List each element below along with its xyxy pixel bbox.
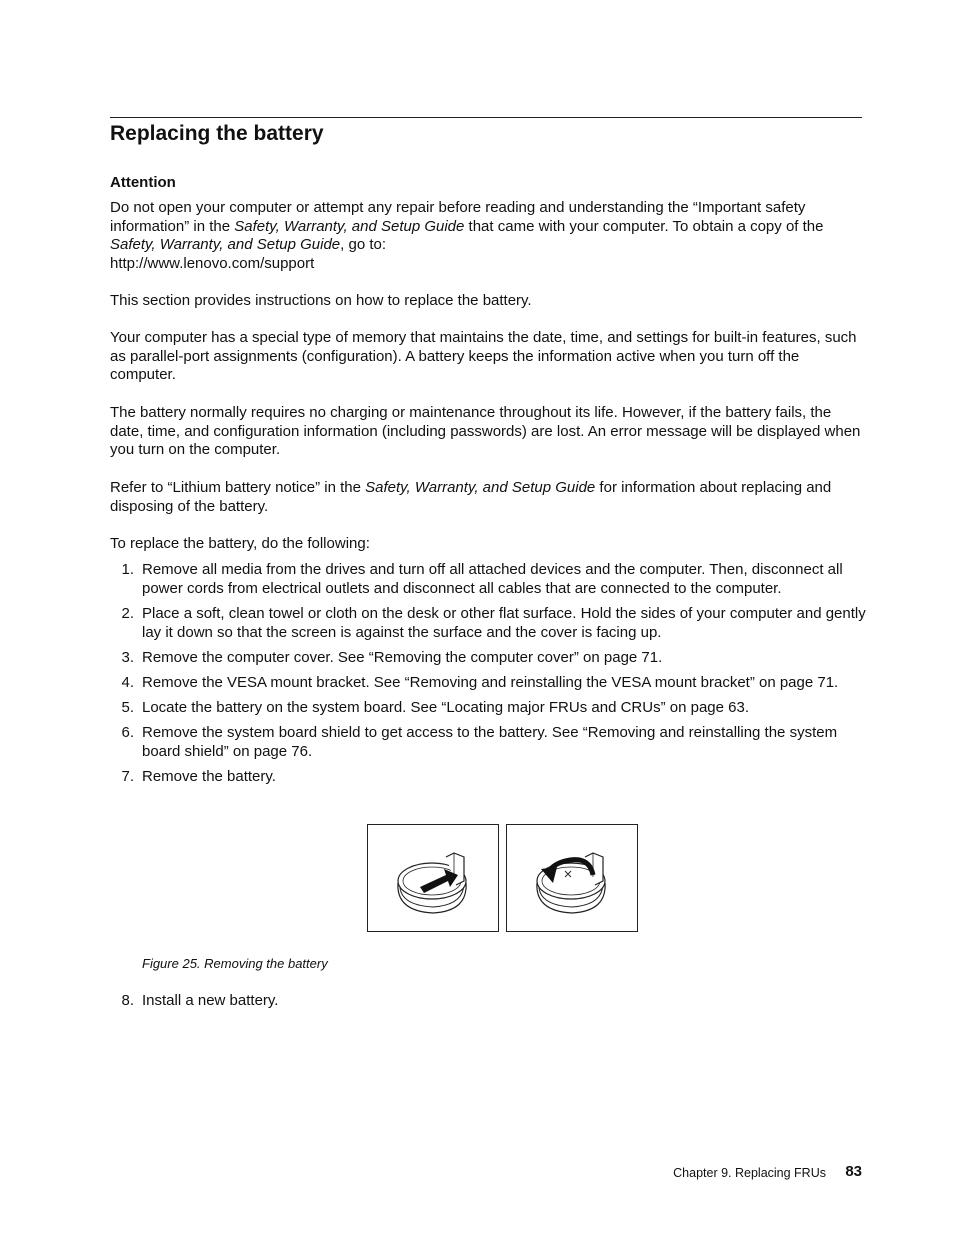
guide-title-2: Safety, Warranty, and Setup Guide: [110, 236, 341, 254]
step-text: Install a new battery.: [142, 992, 279, 1009]
battery-lift-icon: [507, 825, 637, 931]
step-number: 2.: [121, 605, 134, 622]
attention-text-2: that came with your computer. To obtain a copy of the: [464, 217, 824, 235]
step-text: Remove the computer cover. See “Removing the computer cover” on page 71.: [142, 649, 663, 666]
step-number: 5.: [121, 699, 134, 716]
step-number: 4.: [121, 674, 134, 691]
step-text: Place a soft, clean towel or cloth on the desk or other flat surface. Hold the sides of your computer and gently lay it down so that the screen is against the surface and the cover is facing up.: [142, 605, 866, 641]
header-rule: [110, 117, 862, 118]
step-text: Locate the battery on the system board. See “Locating major FRUs and CRUs” on page 63.: [142, 699, 749, 716]
battery-lift-illustration: [506, 824, 638, 932]
guide-title-1: Safety, Warranty, and Setup Guide: [234, 217, 465, 235]
page-title: Replacing the battery: [110, 122, 324, 145]
intro-paragraph: This section provides instructions on how to replace the battery.: [110, 292, 532, 309]
refer-text-1: Refer to “Lithium battery notice” in the: [110, 479, 366, 496]
attention-paragraph: [110, 199, 866, 273]
attention-text-1: Do not open your computer or attempt any repair before reading and understanding the “Important safety information” in the: [110, 199, 806, 235]
attention-text-3: , go to:: [340, 236, 387, 254]
step-text: Remove the system board shield to get access to the battery. See “Removing and reinstalling the system board shield” on page 76.: [142, 724, 838, 760]
step-number: 8.: [121, 992, 134, 1009]
todo-paragraph: To replace the battery, do the following:: [110, 535, 370, 552]
refer-paragraph: [110, 479, 866, 516]
guide-title-3: Safety, Warranty, and Setup Guide: [365, 479, 596, 496]
page-number: 83: [845, 1163, 862, 1180]
battery-press-illustration: [367, 824, 499, 932]
support-url: http://www.lenovo.com/support: [110, 254, 315, 272]
step-number: 3.: [121, 649, 134, 666]
attention-label: Attention: [110, 174, 176, 191]
battery-press-icon: [368, 825, 498, 931]
charging-paragraph: The battery normally requires no charging or maintenance throughout its life. However, if the battery fails, the date, time, and configuration information (including passwords) are lost. An error message will be displayed when you turn on the computer.: [110, 404, 861, 459]
step-number: 6.: [121, 724, 134, 741]
step-text: Remove the battery.: [142, 768, 276, 785]
figure-caption: Figure 25. Removing the battery: [142, 956, 328, 971]
step-text: Remove all media from the drives and turn off all attached devices and the computer. Then, disconnect all power cords from electrical outlets and disconnect all cables that are connected to the computer.: [142, 561, 843, 597]
memory-paragraph: Your computer has a special type of memory that maintains the date, time, and settings for built-in features, such as parallel-port assignments (configuration). A battery keeps the information active when you turn off the computer.: [110, 329, 857, 384]
refer-text-2: for information about replacing and disposing of the battery.: [110, 479, 832, 515]
step-text: Remove the VESA mount bracket. See “Removing and reinstalling the VESA mount bracket” on page 71.: [142, 674, 839, 691]
step-number: 7.: [121, 768, 134, 785]
step-number: 1.: [121, 561, 134, 578]
footer-chapter: Chapter 9. Replacing FRUs: [673, 1166, 826, 1180]
